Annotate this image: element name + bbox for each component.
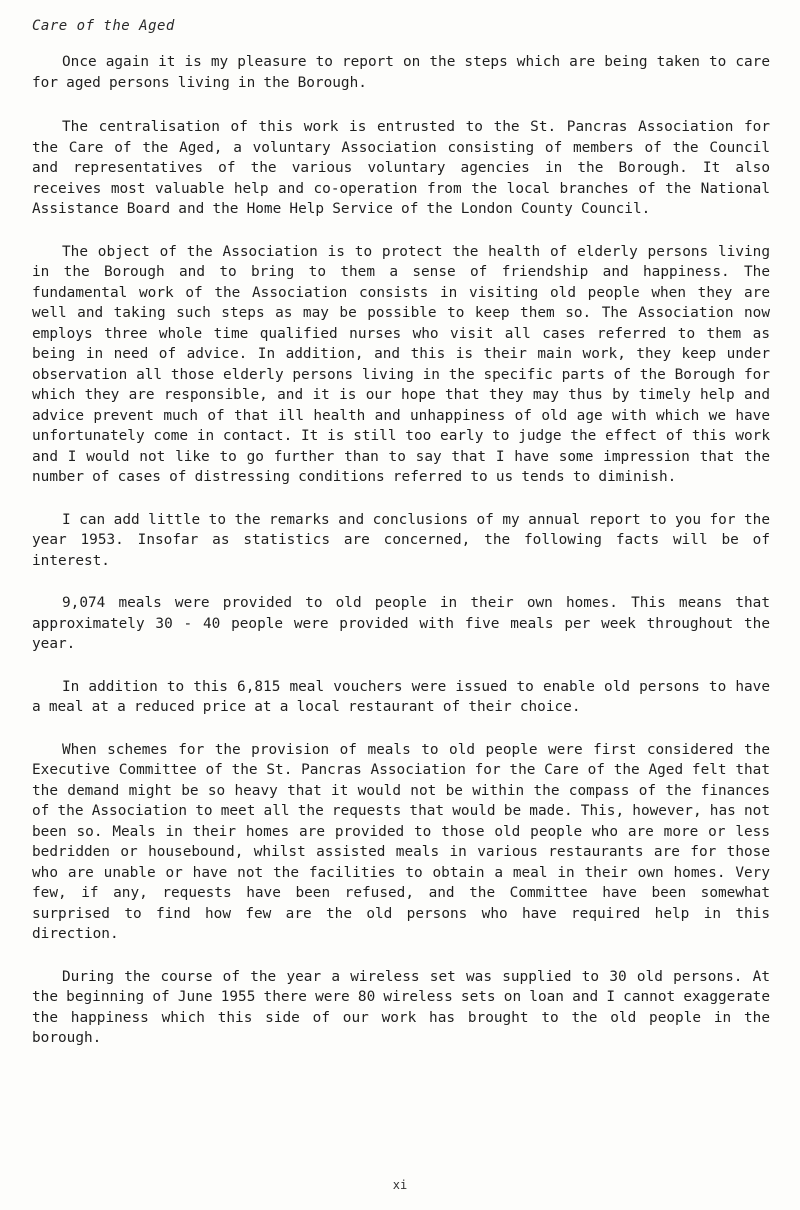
- paragraph-meals-provided: 9,074 meals were provided to old people in their own homes. This means that approximately 30 - 40 people were provided with five meals per week throughout the year.: [32, 595, 770, 652]
- paragraph-introduction: Once again it is my pleasure to report on the steps which are being taken to care for aged persons living in the Borough.: [32, 54, 770, 91]
- body-text: [32, 52, 770, 1069]
- paragraph-centralisation: The centralisation of this work is entrusted to the St. Pancras Association for the Care of the Aged, a voluntary Association consisting of members of the Council and representatives of the various voluntary agencies in the Borough. It also receives most valuable help and co-operation from the local branches of the National Assistance Board and the Home Help Service of the London County Council.: [32, 119, 770, 217]
- page-number: xi: [392, 1178, 408, 1192]
- paragraph-statistics-intro: I can add little to the remarks and conclusions of my annual report to you for the year 1953. Insofar as statistics are concerned, the following facts will be of interest.: [32, 511, 770, 569]
- paragraph-association-object: The object of the Association is to protect the health of elderly persons living in the Borough and to bring to them a sense of friendship and happiness. The fundamental work of the Association consists in visiting old people when they are well and taking such steps as may be possible to keep them so. The Association now employs three whole time qualified nurses who visit all cases referred to them as being in need of advice. In addition, and this is their main work, they keep under observation all those elderly persons living in the specific parts of the Borough for which they are responsible, and it is our hope that they may thus by timely help and advice prevent much of that ill health and unhappiness of old age with which we have unfortunately come in contact. It is still too early to judge the effect of this work and I would not like to go further than to say that I have some impression that the number of cases of distressing conditions referred to us tends to diminish.: [32, 243, 770, 485]
- paragraph-meal-schemes: When schemes for the provision of meals to old people were first considered the Executive Committee of the St. Pancras Association for the Care of the Aged felt that the demand might be so heavy that it would not be within the compass of the finances of the Association to meet all the requests that would be made. This, however, has not been so. Meals in their homes are provided to those old people who are more or less bedridden or housebound, whilst assisted meals in various restaurants are for those who are unable or have not the facilities to obtain a meal in their own homes. Very few, if any, requests have been refused, and the Committee have been somewhat surprised to find how few are the old persons who have required help in this direction.: [32, 741, 770, 942]
- section-heading: Care of the Aged: [32, 18, 175, 34]
- paragraph-wireless-sets: During the course of the year a wireless set was supplied to 30 old persons. At the beginning of June 1955 there were 80 wireless sets on loan and I cannot exaggerate the happiness which this side of our work has brought to the old people in the borough.: [32, 968, 770, 1046]
- paragraph-meal-vouchers: In addition to this 6,815 meal vouchers were issued to enable old persons to have a meal at a reduced price at a local restaurant of their choice.: [32, 678, 770, 715]
